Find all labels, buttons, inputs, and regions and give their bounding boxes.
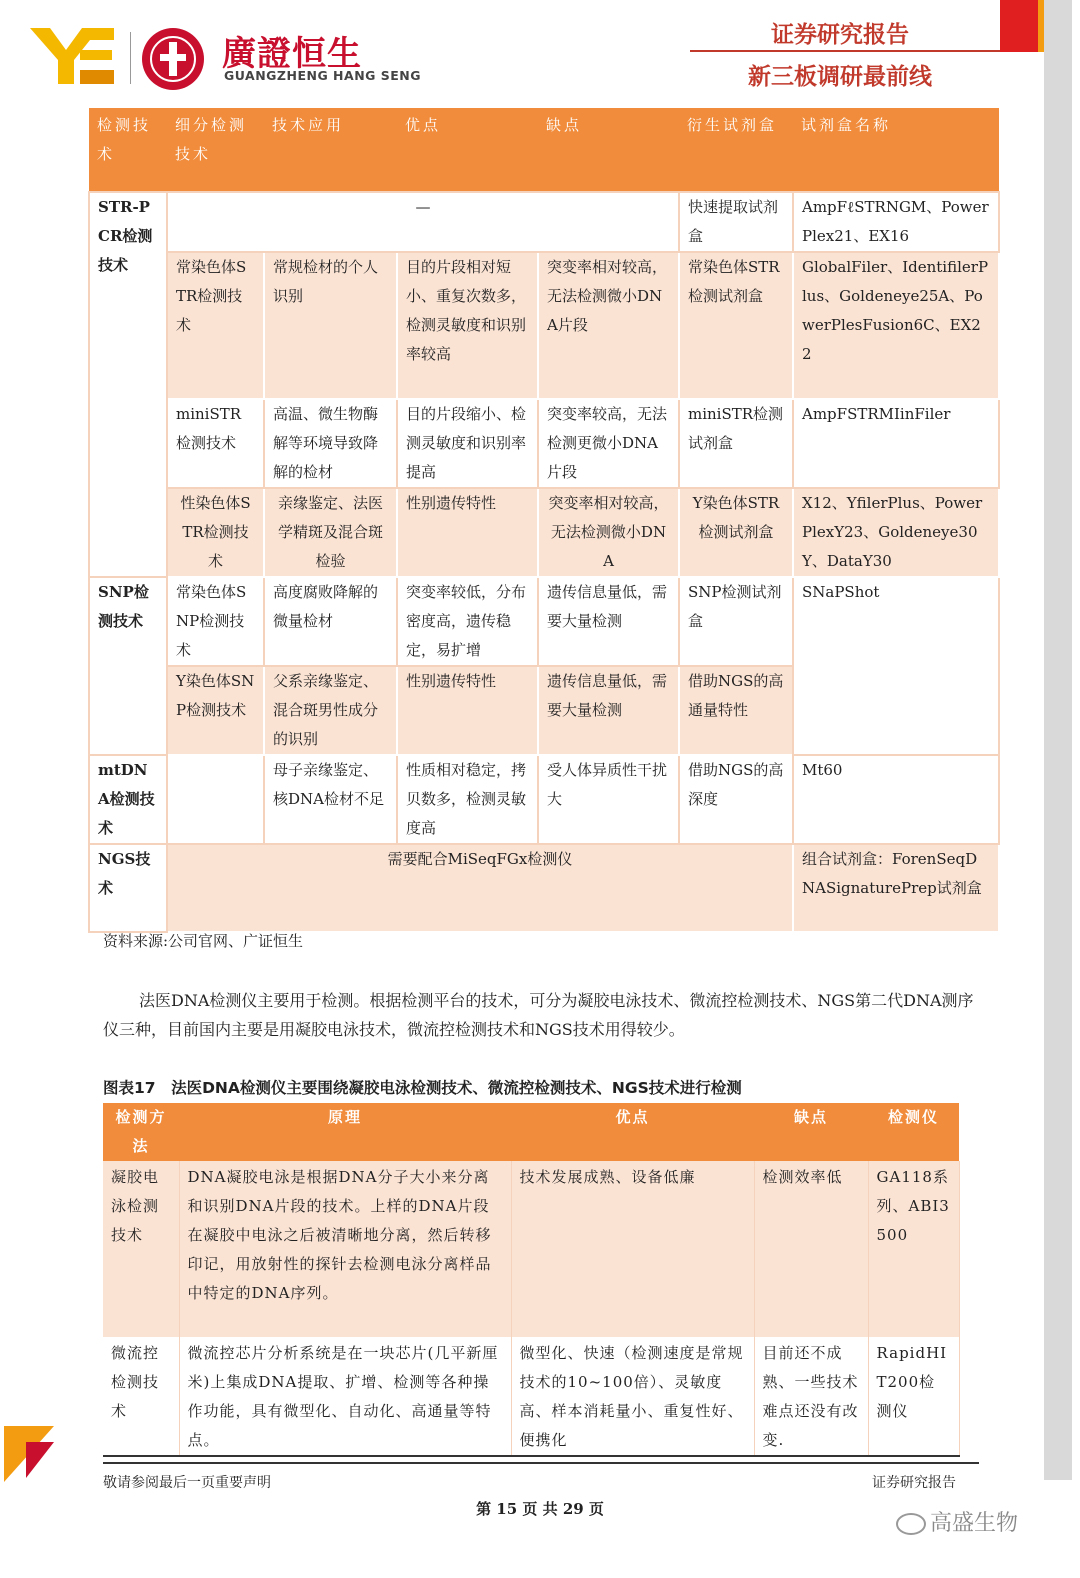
table-cell: Mt60 [793, 755, 999, 844]
table-cell: 微流控芯片分析系统是在一块芯片(几平新厘米)上集成DNA提取、扩增、检测等各种操作功能，具有微型化、自动化、高通量等特点。 [179, 1337, 511, 1456]
table-cell: Y染色体SNP检测技术 [167, 666, 264, 755]
report-type-title: 证券研究报告 [771, 22, 909, 48]
brand-name-en: GUANGZHENG HANG SENG [224, 68, 422, 83]
footer-report-type: 证券研究报告 [872, 1475, 956, 1491]
guangzheng-seal-icon [142, 28, 204, 90]
table-cell: SNP检测试剂盒 [679, 577, 793, 666]
table-cell: SNaPShot [793, 577, 999, 755]
table-header-row [89, 108, 999, 192]
table-row [89, 755, 999, 844]
table-cell: 借助NGS的高通量特性 [679, 666, 793, 755]
table-cell: 突变率相对较高，无法检测微小DNA [538, 488, 679, 577]
table-header-row [103, 1103, 959, 1161]
table-cell: 遗传信息量低，需要大量检测 [538, 577, 679, 666]
dna-device-table [103, 1103, 960, 1457]
table-cell: 常染色体STR检测技术 [167, 252, 264, 399]
table-cell: DNA凝胶电泳是根据DNA分子大小来分离和识别DNA片段的技术。上样的DNA片段在凝胶中电泳之后被清晰地分离，然后转移印记，用放射性的探针去检测电泳分离样品中特定的DNA序列。 [179, 1161, 511, 1337]
table-cell: X12、YfilerPlus、PowerPlexY23、Goldeneye30Y、DataY30 [793, 488, 999, 577]
table-cell: 需要配合MiSeqFGx检测仪 [167, 844, 793, 932]
table-cell: 目的片段缩小、检测灵敏度和识别率提高 [397, 399, 538, 488]
table-cell: miniSTR检测试剂盒 [679, 399, 793, 488]
table-cell: 微流控检测技术 [103, 1337, 179, 1456]
col-header: 缺点 [538, 108, 679, 192]
table-cell: 母子亲缘鉴定、核DNA检材不足 [264, 755, 397, 844]
group-cell: mtDNA检测技术 [89, 755, 167, 844]
col-header: 原理 [179, 1103, 511, 1161]
brand-name-cn: 廣證恒生 [222, 34, 362, 74]
table-cell: 目前还不成熟、一些技术难点还没有改变. [754, 1337, 868, 1456]
table-cell: 亲缘鉴定、法医学精斑及混合斑检验 [264, 488, 397, 577]
side-gray-bar [1044, 0, 1072, 1480]
col-header: 缺点 [754, 1103, 868, 1161]
table-cell: GA118系列、ABI3500 [868, 1161, 959, 1337]
table-cell: 受人体异质性干扰大 [538, 755, 679, 844]
table-row [89, 488, 999, 577]
group-cell: SNP检测技术 [89, 577, 167, 755]
col-header: 检测方法 [103, 1103, 179, 1161]
table-cell: 突变率较低，分布密度高，遗传稳定，易扩增 [397, 577, 538, 666]
body-paragraph: 法医DNA检测仪主要用于检测。根据检测平台的技术，可分为凝胶电泳技术、微流控检测技术、NGS第二代DNA测序仪三种，目前国内主要是用凝胶电泳技术，微流控检测技术和NGS技术用得较少。 [103, 991, 974, 1039]
table-cell: 凝胶电泳检测技术 [103, 1161, 179, 1337]
wechat-icon [896, 1513, 926, 1535]
col-header: 细分检测技术 [167, 108, 264, 192]
source-note: 资料来源:公司官网、广证恒生 [103, 932, 304, 950]
table-cell: 遗传信息量低，需要大量检测 [538, 666, 679, 755]
table-row [89, 577, 999, 666]
table-cell: 性染色体STR检测技术 [167, 488, 264, 577]
table-cell: 高度腐败降解的微量检材 [264, 577, 397, 666]
watermark [896, 1506, 1018, 1537]
table-cell: 性别遗传特性 [397, 488, 538, 577]
table-cell [167, 755, 264, 844]
col-header: 技术应用 [264, 108, 397, 192]
page-number: 第 15 页 共 29 页 [476, 1500, 604, 1518]
table-cell: AmpFℓSTRNGM、PowerPlex21、EX16 [793, 192, 999, 252]
report-series-title: 新三板调研最前线 [748, 64, 932, 90]
group-cell: STR-PCR检测技术 [89, 192, 167, 577]
col-header: 优点 [511, 1103, 754, 1161]
table-cell: 高温、微生物酶解等环境导致降解的检材 [264, 399, 397, 488]
footer-red-triangle [26, 1442, 54, 1478]
table-cell: 目的片段相对短小、重复次数多，检测灵敏度和识别率较高 [397, 252, 538, 399]
table-cell: miniSTR检测技术 [167, 399, 264, 488]
table-cell: 组合试剂盒：ForenSeqDNASignaturePrep试剂盒 [793, 844, 999, 932]
table-row [89, 252, 999, 399]
table-cell: 检测效率低 [754, 1161, 868, 1337]
figure-title: 图表17 法医DNA检测仪主要围绕凝胶电泳检测技术、微流控检测技术、NGS技术进行检测 [103, 1079, 742, 1097]
col-header: 检测仪 [868, 1103, 959, 1161]
col-header: 检测技术 [89, 108, 167, 192]
col-header: 衍生试剂盒 [679, 108, 793, 192]
col-header: 优点 [397, 108, 538, 192]
table-row [89, 192, 999, 252]
table-row [89, 844, 999, 932]
table-cell: 突变率较高，无法检测更微小DNA片段 [538, 399, 679, 488]
table-cell: 常染色体STR检测试剂盒 [679, 252, 793, 399]
table-cell: RapidHIT200检测仪 [868, 1337, 959, 1456]
corner-red-block [1000, 0, 1040, 52]
ye-logo-icon [30, 28, 114, 84]
header-rule [690, 50, 1010, 52]
table-cell: — [167, 192, 679, 252]
table-cell: 微型化、快速（检测速度是常规技术的10~100倍）、灵敏度高、样本消耗量小、重复性好、便携化 [511, 1337, 754, 1456]
table-cell: 技术发展成熟、设备低廉 [511, 1161, 754, 1337]
table-cell: GlobalFiler、IdentifilerPlus、Goldeneye25A、PowerPlesFusion6C、EX22 [793, 252, 999, 399]
table-row [89, 399, 999, 488]
group-cell: NGS技术 [89, 844, 167, 932]
table-cell: 快速提取试剂盒 [679, 192, 793, 252]
table-cell: 常规检材的个人识别 [264, 252, 397, 399]
table-cell: 性别遗传特性 [397, 666, 538, 755]
watermark-text: 高盛生物 [930, 1511, 1019, 1536]
col-header: 试剂盒名称 [793, 108, 999, 192]
footer-disclaimer: 敬请参阅最后一页重要声明 [103, 1475, 271, 1491]
logo-divider [130, 32, 131, 84]
dna-kit-table [88, 108, 1000, 933]
table-row [103, 1337, 959, 1456]
table-cell: 性质相对稳定，拷贝数多，检测灵敏度高 [397, 755, 538, 844]
table-cell: 借助NGS的高深度 [679, 755, 793, 844]
table-cell: 常染色体SNP检测技术 [167, 577, 264, 666]
table-cell: Y染色体STR检测试剂盒 [679, 488, 793, 577]
footer-rule [103, 1462, 979, 1464]
table-cell: 突变率相对较高，无法检测微小DNA片段 [538, 252, 679, 399]
table-cell: AmpFSTRMIinFiler [793, 399, 999, 488]
table-cell: 父系亲缘鉴定、混合斑男性成分的识别 [264, 666, 397, 755]
table-row [103, 1161, 959, 1337]
